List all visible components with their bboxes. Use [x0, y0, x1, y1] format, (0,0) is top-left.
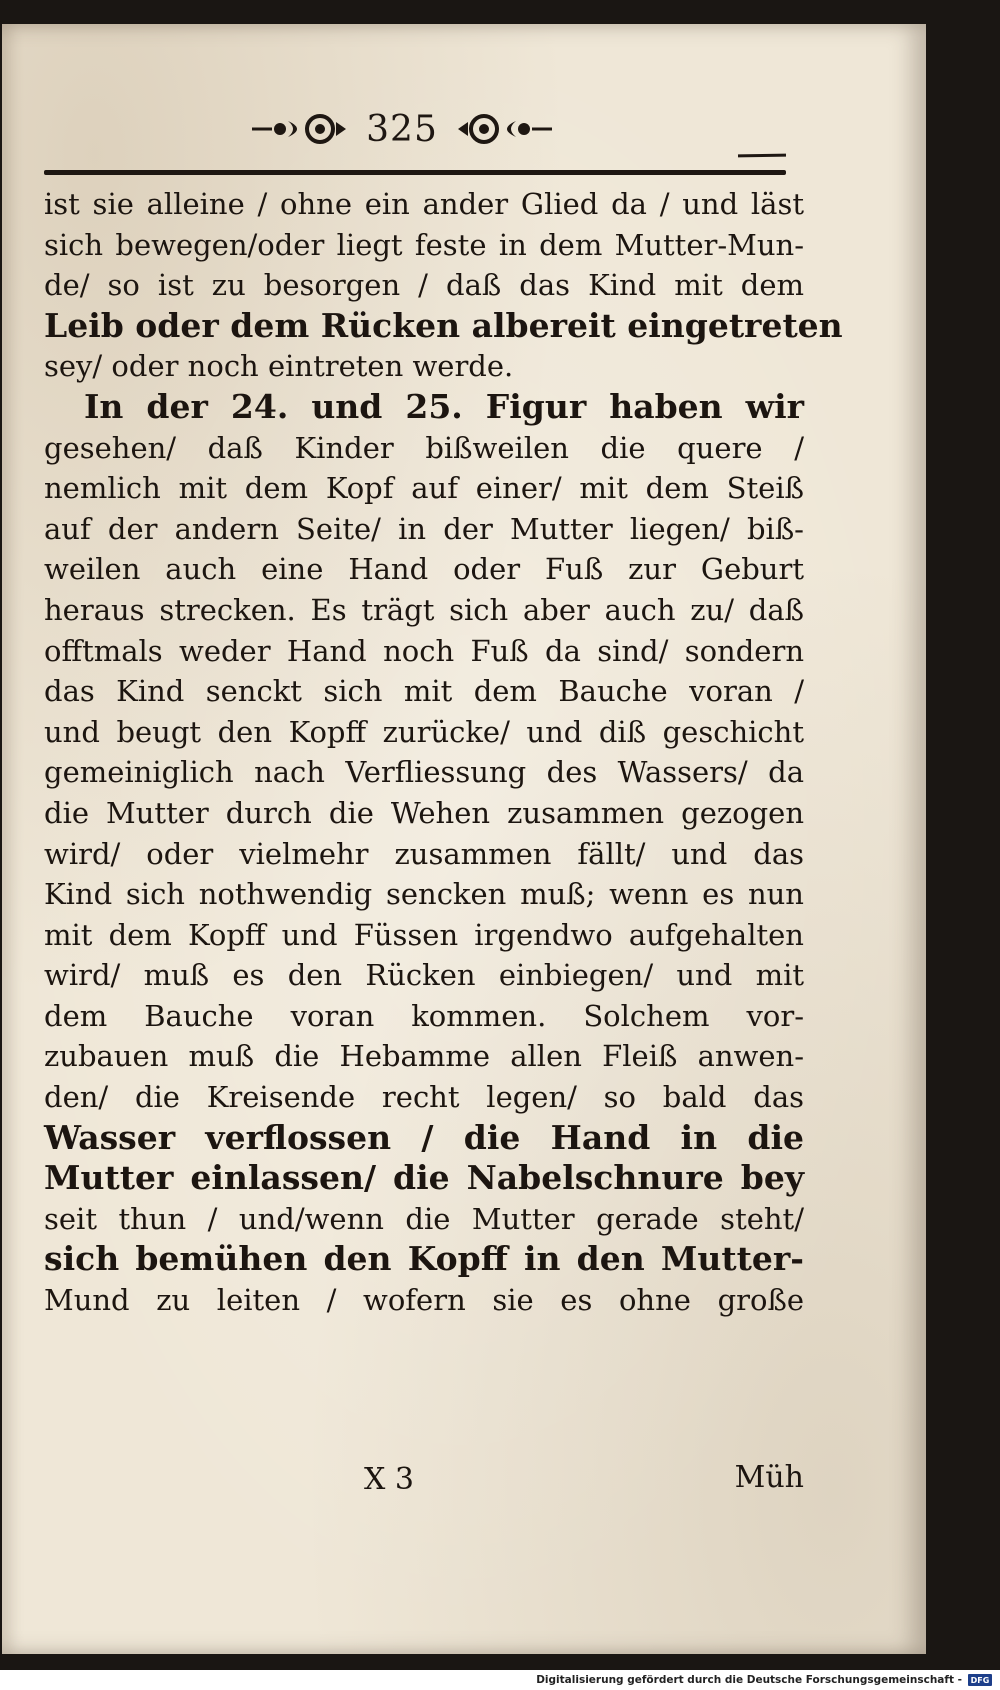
- text-line: zubauen muß die Hebamme allen Fleiß anwen-: [44, 1039, 804, 1074]
- text-line: auf der andern Seite/ in der Mutter liegen/ biß-: [44, 511, 804, 546]
- text-line: das Kind senckt sich mit dem Bauche voran /: [44, 674, 804, 709]
- text-line: wird/ muß es den Rücken einbiegen/ und mit: [44, 958, 804, 993]
- signature-mark: X 3: [364, 1462, 414, 1497]
- page-number: 325: [366, 108, 438, 150]
- text-line: de/ so ist zu besorgen / daß das Kind mit dem: [44, 268, 804, 303]
- text-line: gemeiniglich nach Verfliessung des Wassers/ da: [44, 755, 804, 790]
- header-rule-tail: [738, 154, 786, 158]
- catchword: Müh: [734, 1460, 804, 1495]
- text-line: nemlich mit dem Kopf auf einer/ mit dem Steiß: [44, 471, 804, 506]
- text-line: Leib oder dem Rücken albereit eingetreten: [44, 305, 843, 345]
- text-line: sich bewegen/oder liegt feste in dem Mutter-Mun-: [44, 227, 804, 262]
- text-line: Kind sich nothwendig sencken muß; wenn es nun: [44, 877, 804, 912]
- text-line: weilen auch eine Hand oder Fuß zur Geburt: [44, 552, 804, 587]
- text-line: den/ die Kreisende recht legen/ so bald das: [44, 1080, 804, 1115]
- text-line: Mund zu leiten / wofern sie es ohne große: [44, 1283, 804, 1318]
- text-line: dem Bauche voran kommen. Solchem vor-: [44, 998, 804, 1033]
- text-line: gesehen/ daß Kinder bißweilen die quere /: [44, 430, 804, 465]
- fleuron-ornament-icon: [454, 112, 554, 146]
- text-line: mit dem Kopff und Füssen irgendwo aufgehalten: [44, 917, 804, 952]
- text-line: Wasser verflossen / die Hand in die: [44, 1117, 804, 1157]
- header-rule: [44, 170, 786, 175]
- text-line: die Mutter durch die Wehen zusammen gezogen: [44, 795, 804, 830]
- credit-text: Digitalisierung gefördert durch die Deutsche Forschungsgemeinschaft -: [536, 1674, 962, 1686]
- text-line: ist sie alleine / ohne ein ander Glied da / und läst: [44, 187, 804, 221]
- fleuron-ornament-icon: [250, 112, 350, 146]
- text-line: heraus strecken. Es trägt sich aber auch zu/ daß: [44, 592, 804, 627]
- dfg-logo-icon: DFG: [968, 1674, 992, 1686]
- page-footer: [44, 1462, 804, 1502]
- text-line: und beugt den Kopff zurücke/ und diß geschicht: [44, 714, 804, 749]
- text-line: wird/ oder vielmehr zusammen fällt/ und das: [44, 836, 804, 871]
- text-line: offtmals weder Hand noch Fuß da sind/ sondern: [44, 633, 804, 668]
- text-line: Mutter einlassen/ die Nabelschnure bey: [44, 1158, 804, 1198]
- digitization-credit-bar: [0, 1670, 1000, 1690]
- text-line: seit thun / und/wenn die Mutter gerade steht/: [44, 1201, 804, 1236]
- book-page: [2, 24, 926, 1654]
- body-text: [44, 184, 843, 1321]
- page-header: [232, 104, 572, 154]
- text-line: sey/ oder noch eintreten werde.: [44, 349, 514, 384]
- text-line: sich bemühen den Kopff in den Mutter-: [44, 1239, 804, 1279]
- text-line: In der 24. und 25. Figur haben wir: [84, 386, 804, 426]
